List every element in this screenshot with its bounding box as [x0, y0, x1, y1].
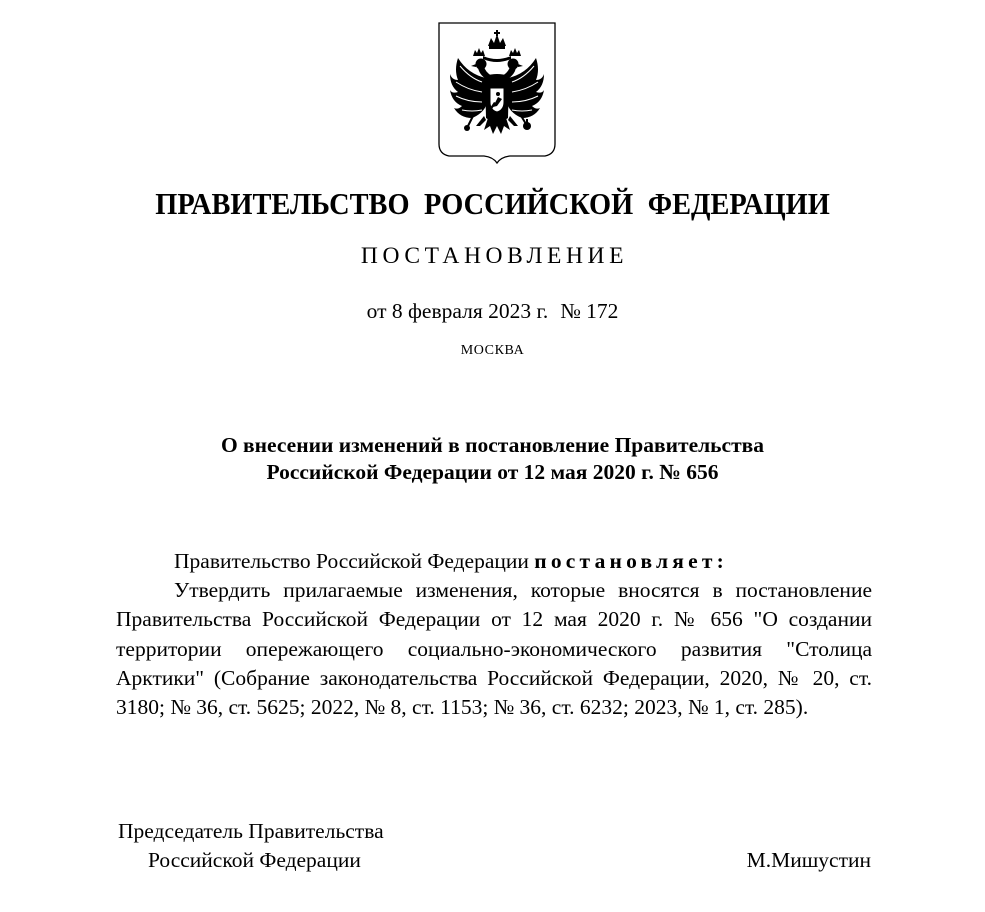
document-city: МОСКВА [460, 343, 525, 358]
decree-intro [116, 547, 872, 576]
signatory-name: М.Мишустин [746, 848, 871, 872]
signatory-position-line-2: Российской Федерации [148, 848, 361, 872]
government-title: ПРАВИТЕЛЬСТВО РОССИЙСКОЙ ФЕДЕРАЦИИ [155, 187, 830, 221]
signatory-position-line-1: Председатель Правительства [118, 819, 384, 843]
subject-line-1: О внесении изменений в постановление Правительства [220, 433, 765, 457]
decree-intro-text: Правительство Российской Федерации [174, 549, 529, 573]
document-date-line [0, 299, 985, 324]
decree-word: постановляет: [534, 549, 729, 573]
decree-paragraph: Утвердить прилагаемые изменения, которые вносятся в постановление Правительства Российской Федерации от 12 мая 2020 г. № 656 "О создании территории опережающего социально-экономического развития "Столица Арктики" (Собрание законодательства Российской Федерации, 2020, № 20, ст. 3180; № 36, ст. 5625; 2022, № 8, ст. 1153; № 36, ст. 6232; 2023, № 1, ст. 285). [116, 578, 872, 720]
coat-of-arms-icon [438, 22, 556, 164]
document-subject [0, 432, 985, 486]
signatory-position [118, 817, 384, 875]
subject-line-2: Российской Федерации от 12 мая 2020 г. № 656 [266, 460, 719, 484]
document-date: от 8 февраля 2023 г. [366, 299, 549, 323]
document-type: ПОСТАНОВЛЕНИЕ [360, 243, 629, 269]
document-number: № 172 [560, 299, 619, 323]
document-body [116, 547, 872, 722]
